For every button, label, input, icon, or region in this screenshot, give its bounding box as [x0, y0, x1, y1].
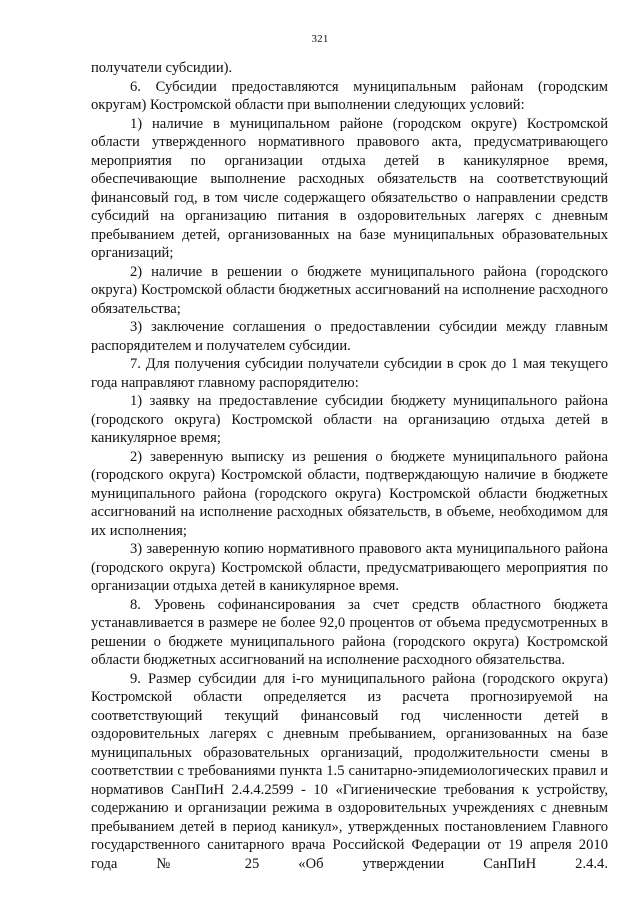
paragraph-clause-7-item-1: 1) заявку на предоставление субсидии бюджету муниципального района (городского округа) Костромской области на организацию отдыха детей в каникулярное время; — [91, 393, 608, 446]
paragraph-clause-7: 7. Для получения субсидии получатели субсидии в срок до 1 мая текущего года направляют главному распорядителю: — [91, 356, 608, 391]
paragraph-clause-8: 8. Уровень софинансирования за счет средств областного бюджета устанавливается в размере не более 92,0 процентов от объема предусмотренных в решении о бюджете муниципального района (городского округа) Костромской области бюджетных ассигнований на исполнение расходного обязательства. — [91, 596, 608, 668]
paragraph-clause-6: 6. Субсидии предоставляются муниципальным районам (городским округам) Костромской области при выполнении следующих условий: — [91, 78, 608, 113]
paragraph-clause-6-item-1: 1) наличие в муниципальном районе (городском округе) Костромской области утвержденного нормативного правового акта, предусматривающего мероприятия по организации отдыха детей в каникулярное время, обеспечивающие выполнение расходных обязательств на соответствующий финансовый год, в том числе содержащего обязательство о направлении средств субсидий на организацию питания в оздоровительных лагерях с дневным пребыванием детей, организованных на базе муниципальных образовательных организаций; — [91, 115, 608, 261]
paragraph-clause-9: 9. Размер субсидии для i-го муниципального района (городского округа) Костромской области определяется из расчета прогнозируемой на соответствующий текущий финансовый год численности детей в оздоровительных лагерях с дневным пребыванием, организованных на базе муниципальных образовательных организаций, продолжительности смены в соответствии с требованиями пункта 1.5 санитарно-эпидемиологических правил и нормативов СанПиН 2.4.4.2599 - 10 «Гигиенические требования к устройству, содержанию и организации режима в оздоровительных учреждениях с дневным пребыванием детей в период каникул», утвержденных постановлением Главного государственного санитарного врача Российской Федерации от 19 апреля 2010 года № 25 «Об утверждении СанПиН 2.4.4. — [91, 670, 608, 872]
paragraph-clause-6-item-3: 3) заключение соглашения о предоставлении субсидии между главным распорядителем и получателем субсидии. — [91, 319, 608, 354]
paragraph-clause-7-item-2: 2) заверенную выписку из решения о бюджете муниципального района (городского округа) Костромской области, подтверждающую наличие в бюджете муниципального района (городского округа) Костромской области бюджетных ассигнований на исполнение расходных обязательств, в объеме, необходимом для их исполнения; — [91, 448, 608, 539]
page-number: 321 — [311, 33, 329, 45]
document-body — [91, 59, 608, 873]
paragraph-clause-7-item-3: 3) заверенную копию нормативного правового акта муниципального района (городского округа) Костромской области, предусматривающего мероприятия по организации отдыха детей в каникулярное время. — [91, 541, 608, 594]
paragraph-clause-6-item-2: 2) наличие в решении о бюджете муниципального района (городского округа) Костромской области бюджетных ассигнований на исполнение расходного обязательства; — [91, 263, 608, 317]
paragraph-continuation: получатели субсидии). — [91, 60, 233, 76]
